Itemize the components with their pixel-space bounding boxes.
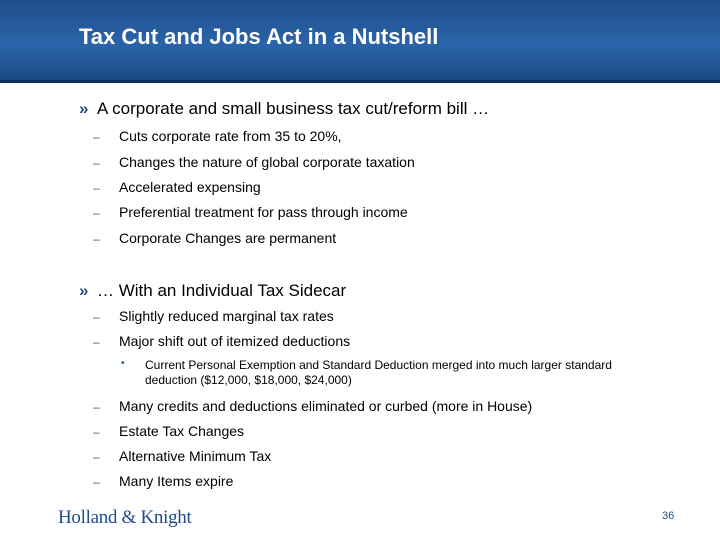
chevron-marker-icon: » bbox=[79, 99, 89, 118]
list-item-text: Many credits and deductions eliminated or curbed (more in House) bbox=[119, 398, 533, 414]
chevron-marker-icon: » bbox=[79, 281, 89, 300]
list-item bbox=[93, 230, 336, 246]
bullet-marker-icon: • bbox=[121, 358, 125, 369]
section-heading-text: … With an Individual Tax Sidecar bbox=[97, 281, 347, 300]
section-heading-text: A corporate and small business tax cut/reform bill … bbox=[97, 99, 490, 118]
list-item-text: Corporate Changes are permanent bbox=[119, 230, 337, 246]
section-heading-corporate bbox=[79, 99, 489, 119]
list-item bbox=[93, 308, 334, 324]
list-item bbox=[93, 204, 408, 220]
dash-marker-icon: – bbox=[93, 450, 100, 464]
dash-marker-icon: – bbox=[93, 130, 100, 144]
list-item-text: Estate Tax Changes bbox=[119, 423, 245, 439]
list-item-text: Slightly reduced marginal tax rates bbox=[119, 308, 334, 324]
list-item bbox=[93, 473, 233, 489]
list-item-text: Preferential treatment for pass through income bbox=[119, 204, 408, 220]
list-item bbox=[93, 179, 261, 195]
sub-list-item-text: Current Personal Exemption and Standard Deduction merged into much larger standard deduction ($12,000, $18,000, $24,000) bbox=[145, 358, 612, 387]
title-divider bbox=[0, 80, 720, 83]
page-number: 36 bbox=[662, 510, 675, 522]
dash-marker-icon: – bbox=[93, 181, 100, 195]
dash-marker-icon: – bbox=[93, 425, 100, 439]
dash-marker-icon: – bbox=[93, 156, 100, 170]
sub-list-item bbox=[121, 358, 665, 388]
list-item bbox=[93, 448, 271, 464]
holland-knight-logo: Holland & Knight bbox=[58, 507, 192, 528]
list-item-text: Accelerated expensing bbox=[119, 179, 261, 195]
dash-marker-icon: – bbox=[93, 400, 100, 414]
slide-title: Tax Cut and Jobs Act in a Nutshell bbox=[79, 24, 439, 49]
list-item bbox=[93, 423, 244, 439]
list-item-text: Many Items expire bbox=[119, 473, 234, 489]
list-item bbox=[93, 128, 342, 144]
list-item bbox=[93, 333, 350, 349]
dash-marker-icon: – bbox=[93, 310, 100, 324]
list-item bbox=[93, 154, 415, 170]
section-heading-individual bbox=[79, 281, 346, 301]
dash-marker-icon: – bbox=[93, 335, 100, 349]
list-item bbox=[93, 398, 532, 414]
dash-marker-icon: – bbox=[93, 475, 100, 489]
dash-marker-icon: – bbox=[93, 206, 100, 220]
list-item-text: Major shift out of itemized deductions bbox=[119, 333, 351, 349]
list-item-text: Alternative Minimum Tax bbox=[119, 448, 272, 464]
list-item-text: Changes the nature of global corporate taxation bbox=[119, 154, 415, 170]
dash-marker-icon: – bbox=[93, 232, 100, 246]
list-item-text: Cuts corporate rate from 35 to 20%, bbox=[119, 128, 342, 144]
